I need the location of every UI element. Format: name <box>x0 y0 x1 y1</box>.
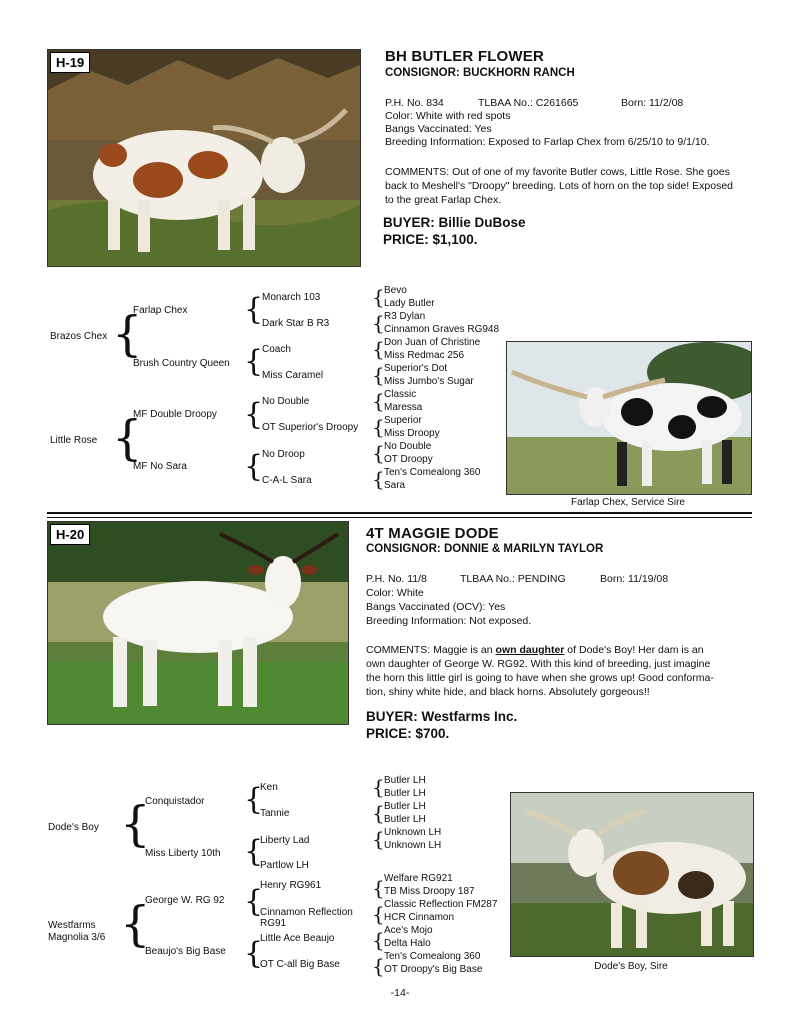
lot2-ped-g4: Ten's Comealong 360 <box>384 951 481 962</box>
lot1-ped-g4: Maressa <box>384 402 423 413</box>
lot2-brace-sire: { <box>120 796 151 852</box>
lot2-ped-g2: George W. RG 92 <box>145 895 225 906</box>
lot2-brace-g2: { <box>244 834 264 869</box>
lot1-brace-g3: { <box>372 285 385 309</box>
lot1-brace-g2: { <box>244 292 264 327</box>
lot1-ped-g3: OT Superior's Droopy <box>262 422 359 433</box>
lot1-comments-line2: back to Meshell's "Droopy" breeding. Lots of horn on the top side! Exposed <box>385 180 733 192</box>
lot2-tlbaa: TLBAA No.: PENDING <box>460 573 566 585</box>
lot1-ped-g4: Miss Redmac 256 <box>384 350 465 361</box>
lot2-brace-g2: { <box>244 936 264 971</box>
lot2-price: PRICE: $700. <box>366 726 450 741</box>
lot2-cow-image <box>48 522 348 724</box>
lot1-tag: H-19 <box>50 52 90 73</box>
lot2-ped-sire: Dode's Boy <box>48 822 99 833</box>
lot2-brace-g3: { <box>372 928 385 952</box>
lot1-comments-line1: COMMENTS: Out of one of my favorite Butler cows, Little Rose. She goes <box>385 166 730 178</box>
lot2-brace-g3: { <box>372 954 385 978</box>
lot2-ped-g4: Unknown LH <box>384 840 442 851</box>
lot1-breeding: Breeding Information: Exposed to Farlap Chex from 6/25/10 to 9/1/10. <box>385 136 710 148</box>
lot1-brace-g3: { <box>372 363 385 387</box>
lot1-brace-g3: { <box>372 311 385 335</box>
lot1-ped-g3: No Double <box>262 396 310 407</box>
lot1-sire-caption: Farlap Chex, Service Sire <box>571 497 685 508</box>
lot2-brace-g3: { <box>372 902 385 926</box>
lot1-brace-g2: { <box>244 344 264 379</box>
lot2-ped-g2: Miss Liberty 10th <box>145 848 221 859</box>
lot2-sire-photo <box>510 792 754 957</box>
lot2-brace-g3: { <box>372 876 385 900</box>
lot2-comments-line2: own daughter of George W. RG92. With this kind of breeding, just imagine <box>366 658 711 670</box>
lot2-breeding: Breeding Information: Not exposed. <box>366 615 532 627</box>
lot1-ped-g4: Classic <box>384 389 417 400</box>
lot1-photo <box>47 49 361 267</box>
lot1-bangs: Bangs Vaccinated: Yes <box>385 123 492 135</box>
lot2-sire-image <box>511 793 753 956</box>
lot1-brace-g2: { <box>244 449 264 484</box>
lot2-ped-g4: Butler LH <box>384 801 426 812</box>
lot2-sire-caption: Dode's Boy, Sire <box>594 961 668 972</box>
lot1-ph-no: P.H. No. 834 <box>385 97 444 109</box>
lot2-ped-g2: Conquistador <box>145 796 205 807</box>
lot2-ped-g4: Butler LH <box>384 814 426 825</box>
lot1-ped-g4: Lady Butler <box>384 298 435 309</box>
lot2-brace-dam: { <box>120 896 151 952</box>
lot2-ped-g4: Butler LH <box>384 788 426 799</box>
lot2-ped-g3: Little Ace Beaujo <box>260 933 335 944</box>
lot1-ped-g4: Miss Droopy <box>384 428 440 439</box>
lot2-brace-g3: { <box>372 827 385 851</box>
lot2-comments-line1 <box>366 644 704 657</box>
lot1-sire-photo <box>506 341 752 495</box>
lot1-brace-g3: { <box>372 337 385 361</box>
lot1-ped-g3: Dark Star B R3 <box>262 318 330 329</box>
lot1-sire-image <box>507 342 751 494</box>
lot1-cow-image <box>48 50 360 266</box>
lot1-brace-g3: { <box>372 415 385 439</box>
lot1-ped-g4: R3 Dylan <box>384 311 426 322</box>
lot2-ped-g4: Classic Reflection FM287 <box>384 899 498 910</box>
lot1-ped-g4: Superior <box>384 415 422 426</box>
lot1-ped-g2: Brush Country Queen <box>133 358 230 369</box>
lot2-ped-g4: Butler LH <box>384 775 426 786</box>
lot1-comments-line3: to the great Farlap Chex. <box>385 194 502 206</box>
lot1-title: BH BUTLER FLOWER <box>385 48 545 65</box>
lot1-buyer: BUYER: Billie DuBose <box>383 215 526 230</box>
lot1-ped-g2: Farlap Chex <box>133 305 188 316</box>
lot2-bangs: Bangs Vaccinated (OCV): Yes <box>366 601 506 613</box>
lot1-ped-g4: Cinnamon Graves RG948 <box>384 324 500 335</box>
lot2-comments-line4: tion, shiny white hide, and black horns. Absolutely gorgeous!! <box>366 686 650 698</box>
lot1-ped-g4: OT Droopy <box>384 454 433 465</box>
lot1-ped-dam: Little Rose <box>50 435 98 446</box>
lot2-ped-g3: Partlow LH <box>260 860 309 871</box>
section-divider <box>47 512 752 514</box>
lot1-brace-g3: { <box>372 441 385 465</box>
lot2-title: 4T MAGGIE DODE <box>366 525 499 542</box>
lot2-brace-g3: { <box>372 775 385 799</box>
lot2-ped-g4: Delta Halo <box>384 938 431 949</box>
lot1-tlbaa: TLBAA No.: C261665 <box>478 97 579 109</box>
lot2-born: Born: 11/19/08 <box>600 573 669 585</box>
lot1-brace-g3: { <box>372 389 385 413</box>
lot1-ped-g3: Monarch 103 <box>262 292 321 303</box>
lot1-ped-g4: Don Juan of Christine <box>384 337 481 348</box>
section-divider <box>47 517 752 518</box>
lot2-consignor: CONSIGNOR: DONNIE & MARILYN TAYLOR <box>366 543 604 555</box>
lot1-brace-g3: { <box>372 467 385 491</box>
lot1-born: Born: 11/2/08 <box>621 97 684 109</box>
lot2-ped-g4: Unknown LH <box>384 827 442 838</box>
lot2-ped-g3: Liberty Lad <box>260 835 310 846</box>
lot1-ped-g4: Ten's Comealong 360 <box>384 467 481 478</box>
lot2-ph-no: P.H. No. 11/8 <box>366 573 427 585</box>
lot1-ped-g4: Miss Jumbo's Sugar <box>384 376 474 387</box>
lot1-ped-sire: Brazos Chex <box>50 331 108 342</box>
lot2-comments-suffix: of Dode's Boy! Her dam is an <box>564 644 704 656</box>
lot2-photo <box>47 521 349 725</box>
lot2-ped-dam: Westfarms <box>48 920 96 931</box>
lot2-brace-g2: { <box>244 884 264 919</box>
lot1-ped-g2: MF Double Droopy <box>133 409 217 420</box>
lot1-ped-g3: Coach <box>262 344 291 355</box>
lot1-brace-dam: { <box>112 410 143 466</box>
lot2-ped-g3: Cinnamon Reflection <box>260 907 353 918</box>
lot1-ped-g3: No Droop <box>262 449 305 460</box>
lot2-comments-line3: the horn this little girl is going to have when she grows up! Good conforma- <box>366 672 714 684</box>
lot1-ped-g3: C-A-L Sara <box>262 475 312 486</box>
lot1-ped-g4: Superior's Dot <box>384 363 448 374</box>
lot1-brace-g2: { <box>244 397 264 432</box>
lot2-ped-g3: Ken <box>260 782 278 793</box>
lot2-ped-dam: Magnolia 3/6 <box>48 932 106 943</box>
lot1-ped-g2: MF No Sara <box>133 461 187 472</box>
lot2-ped-g3: OT C-all Big Base <box>260 959 340 970</box>
lot2-ped-g3: Henry RG961 <box>260 880 322 891</box>
lot2-ped-g4: HCR Cinnamon <box>384 912 455 923</box>
lot2-brace-g3: { <box>372 801 385 825</box>
lot2-comments-prefix: COMMENTS: Maggie is an <box>366 644 496 656</box>
lot1-ped-g3: Miss Caramel <box>262 370 324 381</box>
lot2-color: Color: White <box>366 587 424 599</box>
lot1-consignor: CONSIGNOR: BUCKHORN RANCH <box>385 67 575 79</box>
lot2-ped-g4: TB Miss Droopy 187 <box>384 886 475 897</box>
lot1-price: PRICE: $1,100. <box>383 232 478 247</box>
lot2-brace-g2: { <box>244 782 264 817</box>
lot2-comments-emphasis: own daughter <box>495 644 565 656</box>
page-number: -14- <box>390 987 410 999</box>
lot1-color: Color: White with red spots <box>385 110 511 122</box>
lot2-ped-g4: Ace's Mojo <box>384 925 433 936</box>
lot2-buyer: BUYER: Westfarms Inc. <box>366 709 518 724</box>
lot2-ped-g3: RG91 <box>260 918 287 929</box>
lot1-brace-sire: { <box>112 306 143 362</box>
lot1-ped-g4: Sara <box>384 480 406 491</box>
lot2-ped-g3: Tannie <box>260 808 290 819</box>
lot2-ped-g4: OT Droopy's Big Base <box>384 964 483 975</box>
lot1-ped-g4: No Double <box>384 441 432 452</box>
lot2-tag: H-20 <box>50 524 90 545</box>
lot2-ped-g4: Welfare RG921 <box>384 873 453 884</box>
lot2-ped-g2: Beaujo's Big Base <box>145 946 226 957</box>
lot1-ped-g4: Bevo <box>384 285 407 296</box>
